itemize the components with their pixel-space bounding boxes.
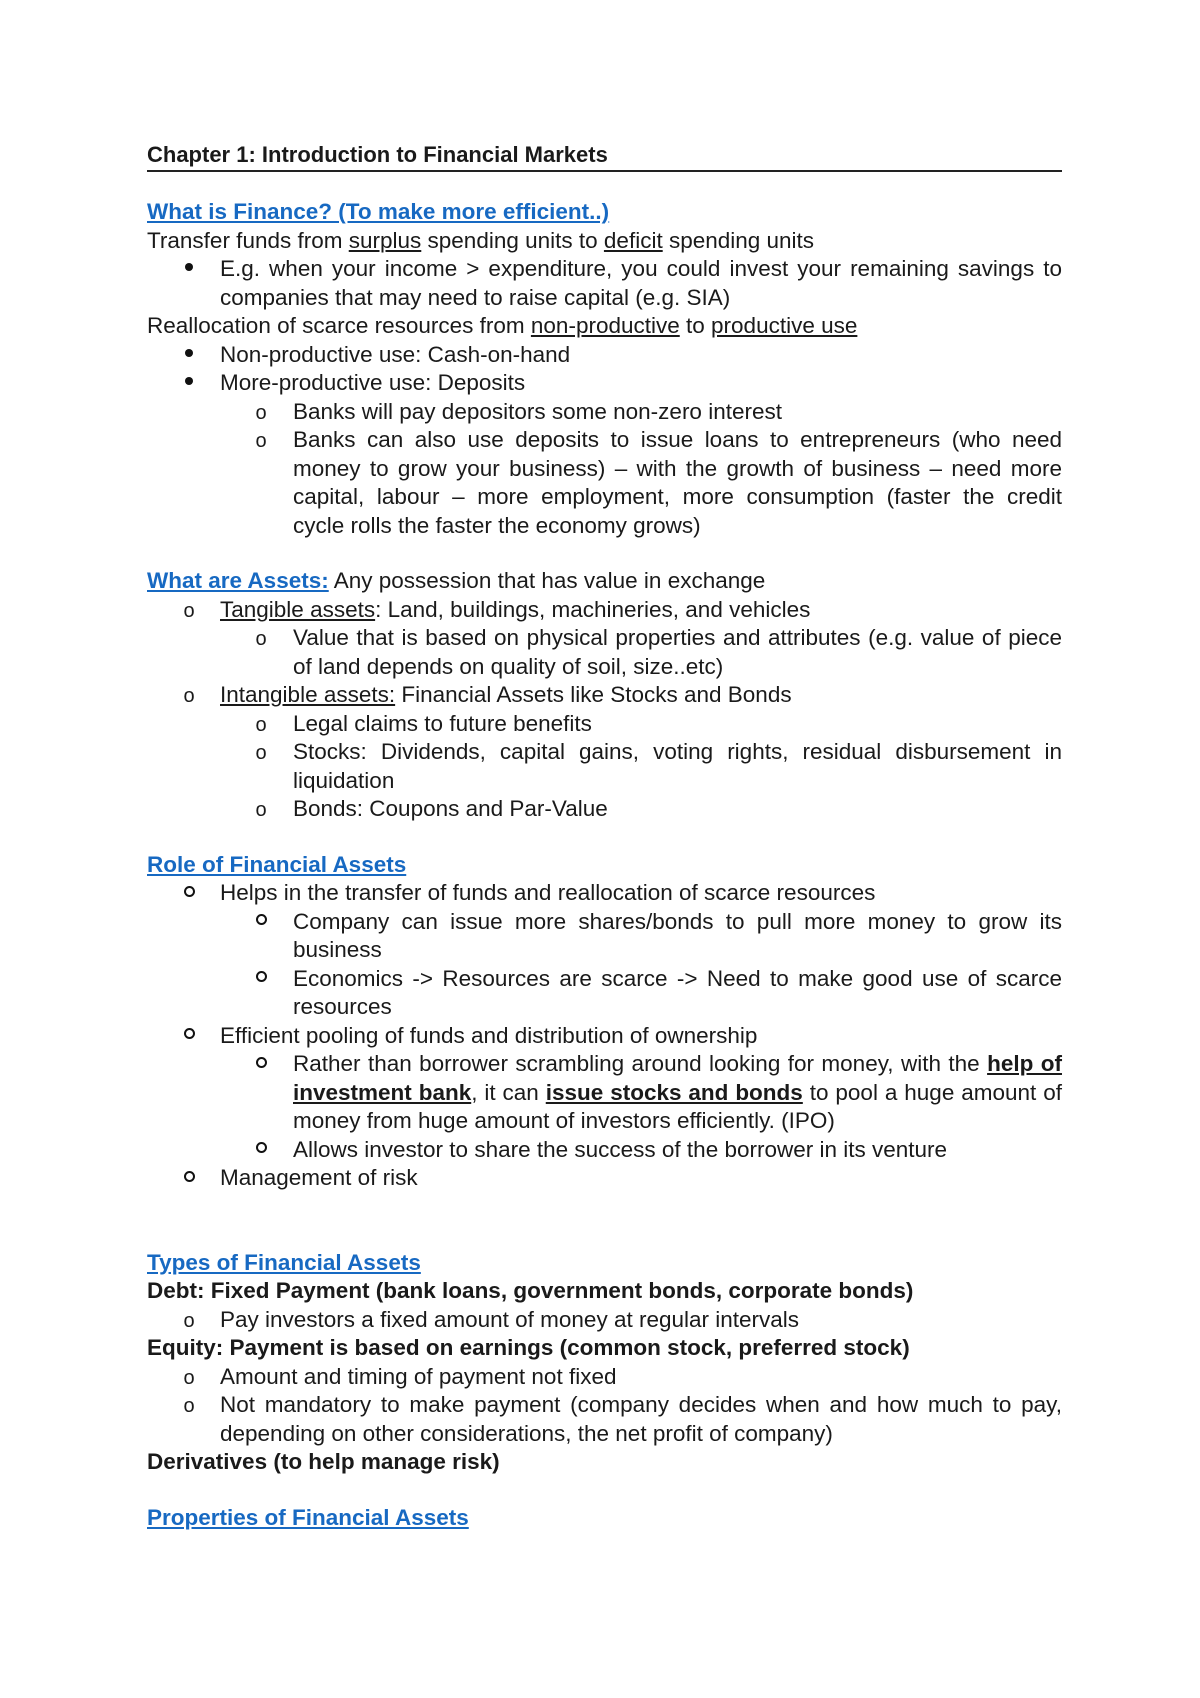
bullet-bold-circle-icon [251,1136,271,1165]
list-item: Rather than borrower scrambling around looking for money, with the help of investment bank, it can issue stocks and bonds to pool a huge amount of money from huge amount of investors efficiently. (IPO) [147,1050,1062,1136]
bullet-circle-icon [179,1306,199,1336]
paragraph-transfer-funds: Transfer funds from surplus spending units to deficit spending units [147,227,815,253]
document-page [147,140,1062,1532]
section-heading-role-of-financial-assets: Role of Financial Assets [147,851,407,877]
section-heading-properties-of-financial-assets: Properties of Financial Assets [147,1504,469,1530]
bullet-circle-icon [179,596,199,626]
list-item: o Banks can also use deposits to issue loans to entrepreneurs (who need money to grow your business) – with the growth of business – need more capital, labour – more employment, more consumption (faster the credit cycle rolls the faster the economy grows) [147,426,1062,540]
list-item: Non-productive use: Cash-on-hand [147,341,1062,370]
list-item: Company can issue more shares/bonds to pull more money to grow its business [147,908,1062,965]
section-heading-what-are-assets: What are Assets: [147,568,329,593]
debt-heading: Debt: Fixed Payment (bank loans, government bonds, corporate bonds) [147,1278,914,1303]
bullet-bold-circle-icon [179,879,199,908]
list-item: More-productive use: Deposits [147,369,1062,398]
list-item: o Stocks: Dividends, capital gains, voting rights, residual disbursement in liquidation [147,738,1062,795]
list-item: o Amount and timing of payment not fixed [147,1363,1062,1392]
paragraph-reallocation: Reallocation of scarce resources from non-productive to productive use [147,313,858,338]
list-item: Management of risk [147,1164,1062,1193]
bullet-circle-icon [251,710,271,740]
chapter-title: Chapter 1: Introduction to Financial Markets [147,140,1062,172]
bullet-circle-icon [179,1391,199,1421]
bullet-bold-circle-icon [251,965,271,994]
bullet-circle-icon [251,795,271,825]
bullet-circle-icon [251,398,271,428]
bullet-dot-icon [179,369,199,398]
list-item: o Tangible assets: Land, buildings, machineries, and vehicles [147,596,1062,625]
list-item: Allows investor to share the success of the borrower in its venture [147,1136,1062,1165]
bullet-circle-icon [251,738,271,768]
derivatives-heading: Derivatives (to help manage risk) [147,1449,500,1474]
bullet-dot-icon [179,341,199,370]
bullet-dot-icon [179,255,199,284]
bullet-bold-circle-icon [251,908,271,937]
paragraph-assets: What are Assets: Any possession that has value in exchange [147,568,766,593]
bullet-bold-circle-icon [179,1022,199,1051]
list-item: o Intangible assets: Financial Assets like Stocks and Bonds [147,681,1062,710]
list-item: o Pay investors a fixed amount of money at regular intervals [147,1306,1062,1335]
list-item: Economics -> Resources are scarce -> Need to make good use of scarce resources [147,965,1062,1022]
list-item: o Not mandatory to make payment (company decides when and how much to pay, depending on other considerations, the net profit of company) [147,1391,1062,1448]
bullet-circle-icon [251,426,271,456]
equity-heading: Equity: Payment is based on earnings (common stock, preferred stock) [147,1335,910,1360]
list-item: o Legal claims to future benefits [147,710,1062,739]
section-heading-types-of-financial-assets: Types of Financial Assets [147,1249,421,1275]
bullet-circle-icon [251,624,271,654]
list-item: o Value that is based on physical properties and attributes (e.g. value of piece of land depends on quality of soil, size..etc) [147,624,1062,681]
bullet-circle-icon [179,1363,199,1393]
list-item: Helps in the transfer of funds and reallocation of scarce resources [147,879,1062,908]
list-item: E.g. when your income > expenditure, you could invest your remaining savings to companies that may need to raise capital (e.g. SIA) [147,255,1062,312]
bullet-bold-circle-icon [251,1050,271,1079]
bullet-circle-icon [179,681,199,711]
list-item: o Bonds: Coupons and Par-Value [147,795,1062,824]
list-item: Efficient pooling of funds and distribution of ownership [147,1022,1062,1051]
list-item: o Banks will pay depositors some non-zero interest [147,398,1062,427]
bullet-bold-circle-icon [179,1164,199,1193]
section-heading-what-is-finance: What is Finance? (To make more efficient..) [147,199,610,224]
